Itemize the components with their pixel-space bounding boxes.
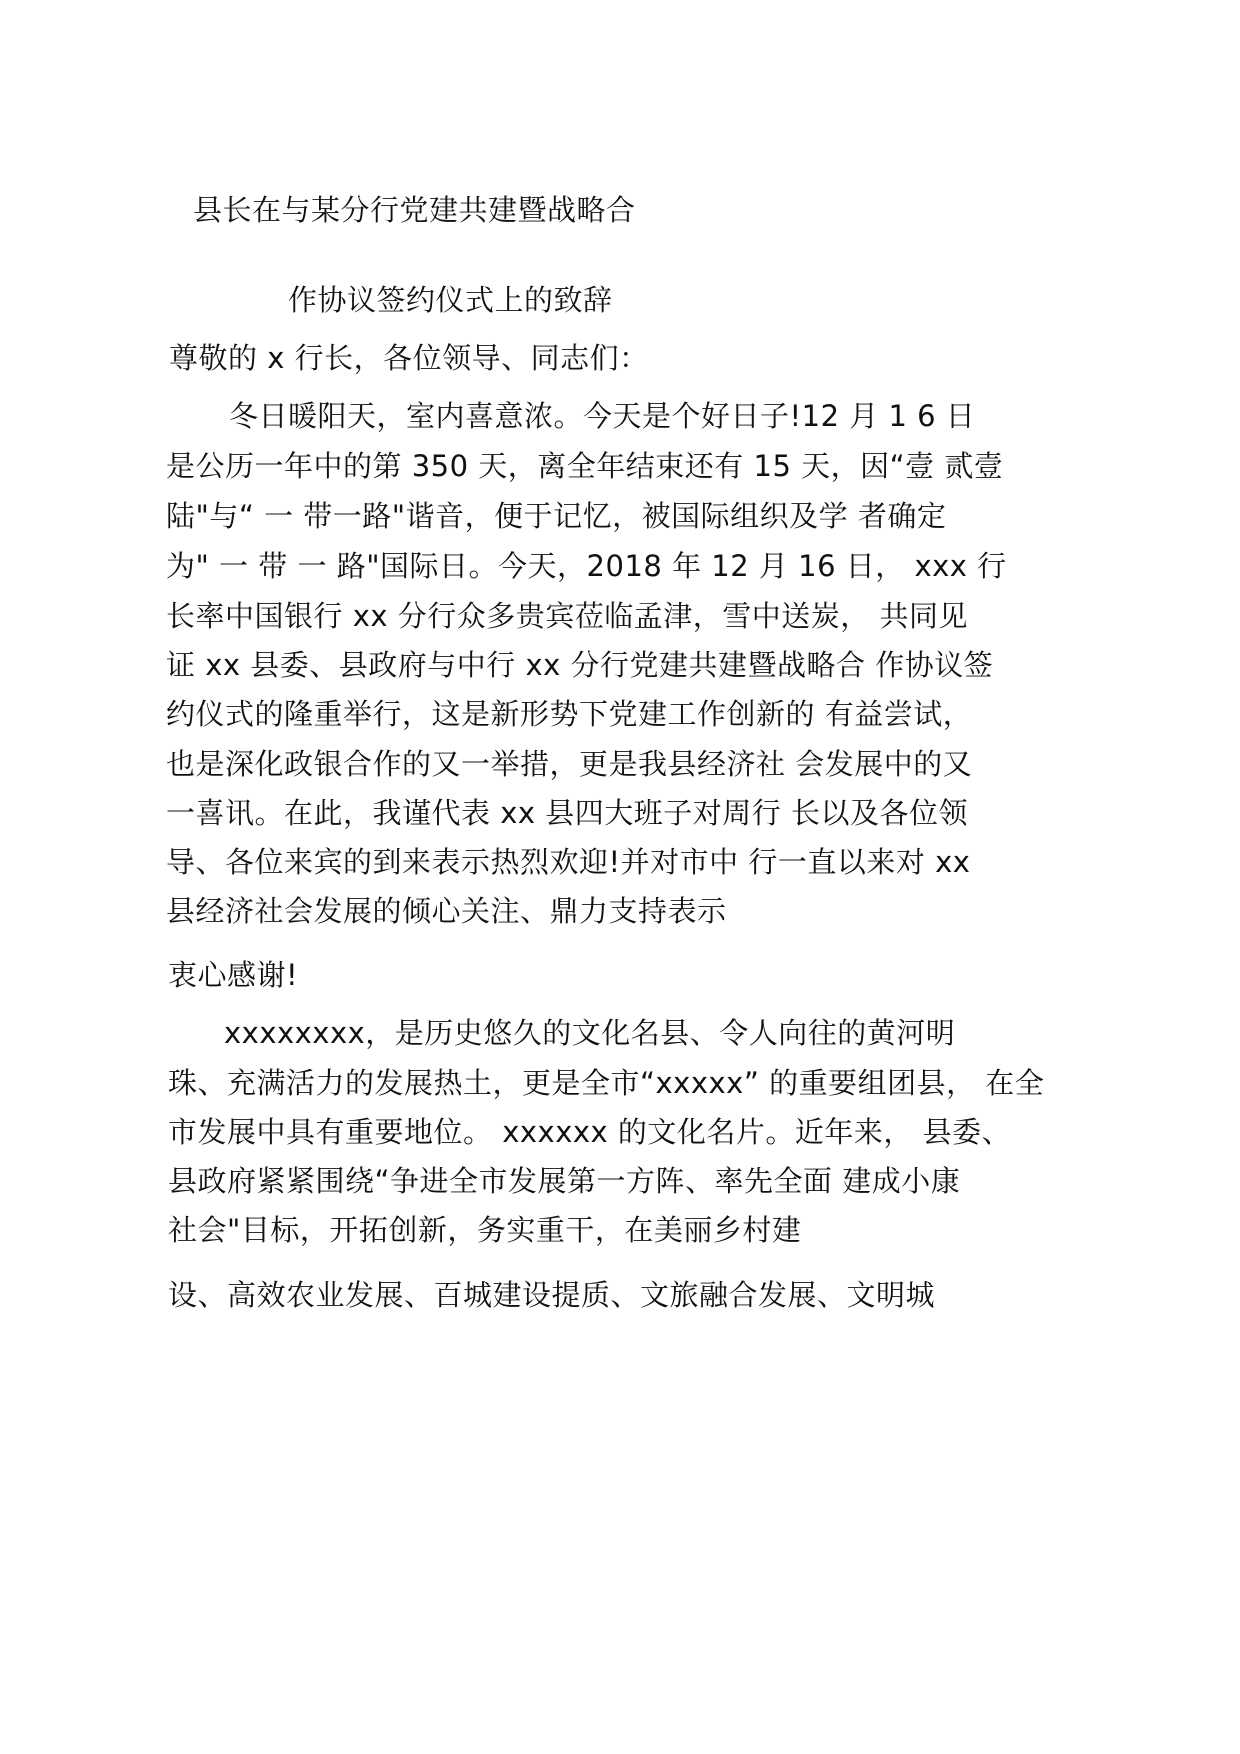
paragraph3-line-1: 设、高效农业发展、百城建设提质、文旅融合发展、文明城 [168, 1278, 936, 1312]
paragraph1-line-11: 县经济社会发展的倾心关注、鼎力支持表示 [166, 894, 727, 928]
paragraph1-line-3: 陆"与“ 一 带一路"谐音，便于记忆，被国际组织及学 者确定 [166, 499, 947, 533]
document-title-line-2: 作协议签约仪式上的致辞 [288, 283, 613, 317]
paragraph2-line-3: 市发展中具有重要地位。 xxxxxx 的文化名片。近年来， 县委、 [168, 1115, 1012, 1149]
paragraph1-line-9: 一喜讯。在此，我谨代表 xx 县四大班子对周行 长以及各位领 [166, 796, 968, 830]
paragraph1-line-1: 冬日暖阳天，室内喜意浓。今天是个好日子!12 月 1 6 日 [229, 399, 976, 433]
greeting: 尊敬的 x 行长，各位领导、同志们： [169, 341, 649, 375]
paragraph1-line-7: 约仪式的隆重举行，这是新形势下党建工作创新的 有益尝试， [166, 697, 973, 731]
paragraph2-line-4: 县政府紧紧围绕“争进全市发展第一方阵、率先全面 建成小康 [168, 1164, 961, 1198]
paragraph1-line-2: 是公历一年中的第 350 天，离全年结束还有 15 天，因“壹 贰壹 [166, 449, 1004, 483]
paragraph2-line-5: 社会"目标，开拓创新，务实重干，在美丽乡村建 [168, 1213, 802, 1247]
document-title-line-1: 县长在与某分行党建共建暨战略合 [193, 193, 636, 227]
paragraph1-line-4: 为" 一 带 一 路"国际日。今天，2018 年 12 月 16 日， xxx 行 [166, 549, 1007, 583]
paragraph1-line-5: 长率中国银行 xx 分行众多贵宾莅临孟津，雪中送炭， 共同见 [166, 599, 968, 633]
paragraph1-line-10: 导、各位来宾的到来表示热烈欢迎!并对市中 行一直以来对 xx [166, 845, 971, 879]
paragraph1-line-6: 证 xx 县委、县政府与中行 xx 分行党建共建暨战略合 作协议签 [166, 648, 994, 682]
paragraph1-line-8: 也是深化政银合作的又一举措，更是我县经济社 会发展中的又 [166, 747, 973, 781]
paragraph2-line-2: 珠、充满活力的发展热土，更是全市“xxxxx” 的重要组团县， 在全 [168, 1066, 1045, 1100]
paragraph2-line-1: xxxxxxxx，是历史悠久的文化名县、令人向往的黄河明 [224, 1016, 956, 1050]
paragraph1-end: 衷心感谢! [168, 958, 299, 992]
